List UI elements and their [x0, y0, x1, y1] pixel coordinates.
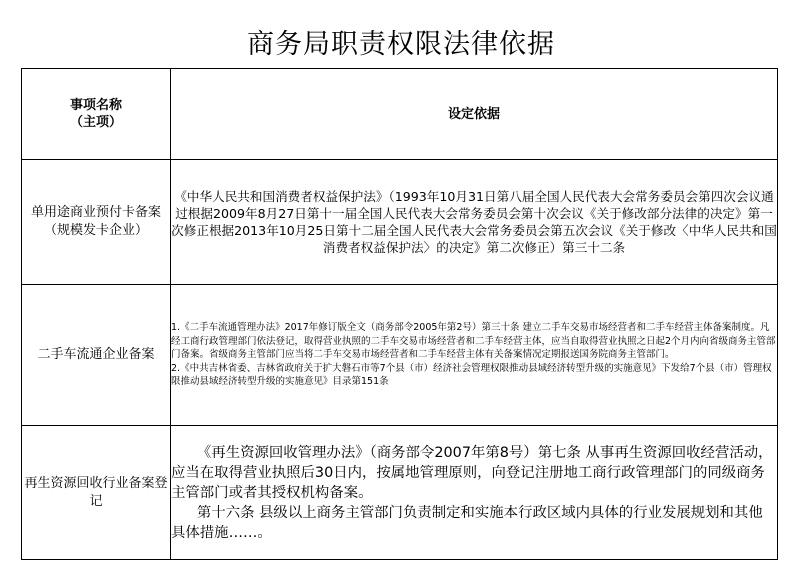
table-row	[22, 160, 778, 285]
table-row	[22, 285, 778, 426]
legal-basis-paragraph-1: 《再生资源回收管理办法》（商务部令2007年第8号）第七条 从事再生资源回收经营活动，应当在取得营业执照后30日内，按属地管理原则，向登记注册地工商行政管理部门的同级商务主管部门或者其授权机构备案。	[171, 444, 773, 501]
table-row	[22, 426, 778, 560]
legal-basis-cell: 《中华人民共和国消费者权益保护法》（1993年10月31日第八届全国人民代表大会常务委员会第四次会议通过根据2009年8月27日第十一届全国人民代表大会常务委员会第十次会议《关于修改部分法律的决定》第一次修正根据2013年10月25日第十二届全国人民代表大会常务委员会第五次会议《关于修改〈中华人民共和国消费者权益保护法〉的决定》第二次修正）第三十二条	[171, 160, 778, 285]
authority-table	[21, 68, 778, 560]
header-legal-basis: 设定依据	[171, 69, 778, 160]
document-title: 商务局职责权限法律依据	[247, 29, 555, 60]
item-name-cell: 二手车流通企业备案	[22, 285, 171, 426]
table-header-row	[22, 69, 778, 160]
header-item-name	[22, 69, 171, 160]
legal-basis-item-1: 1.《二手车流通管理办法》2017年修订版全文（商务部令2005年第2号）第三十条 建立二手车交易市场经营者和二手车经营主体备案制度。凡经工商行政管理部门依法登记，取得营业执照的二手车交易市场经营者和二手车经营主体，应当自取得营业执照之日起2个月内向省级商务主管部门备案。省级商务主管部门应当将二手车交易市场经营者和二手车经营主体有关备案情况定期报送国务院商务主管部门。	[171, 322, 776, 361]
legal-basis-paragraph-2: 第十六条 县级以上商务主管部门负责制定和实施本行政区域内具体的行业发展规划和其他具体措施……。	[171, 504, 763, 541]
header-item-name-line2: （主项）	[69, 115, 122, 130]
legal-basis-item-2: 2.《中共吉林省委、吉林省政府关于扩大磐石市等7个县（市）经济社会管理权限推动县域经济转型升级的实施意见》下发给7个县（市）管理权限推动县域经济转型升级的实施意见》目录第151条	[171, 362, 772, 388]
item-name-cell: 再生资源回收行业备案登记	[22, 426, 171, 560]
legal-basis-cell	[171, 426, 778, 560]
item-name-cell: 单用途商业预付卡备案（规模发卡企业）	[22, 160, 171, 285]
header-item-name-line1: 事项名称	[69, 98, 122, 113]
legal-basis-cell	[171, 285, 778, 426]
